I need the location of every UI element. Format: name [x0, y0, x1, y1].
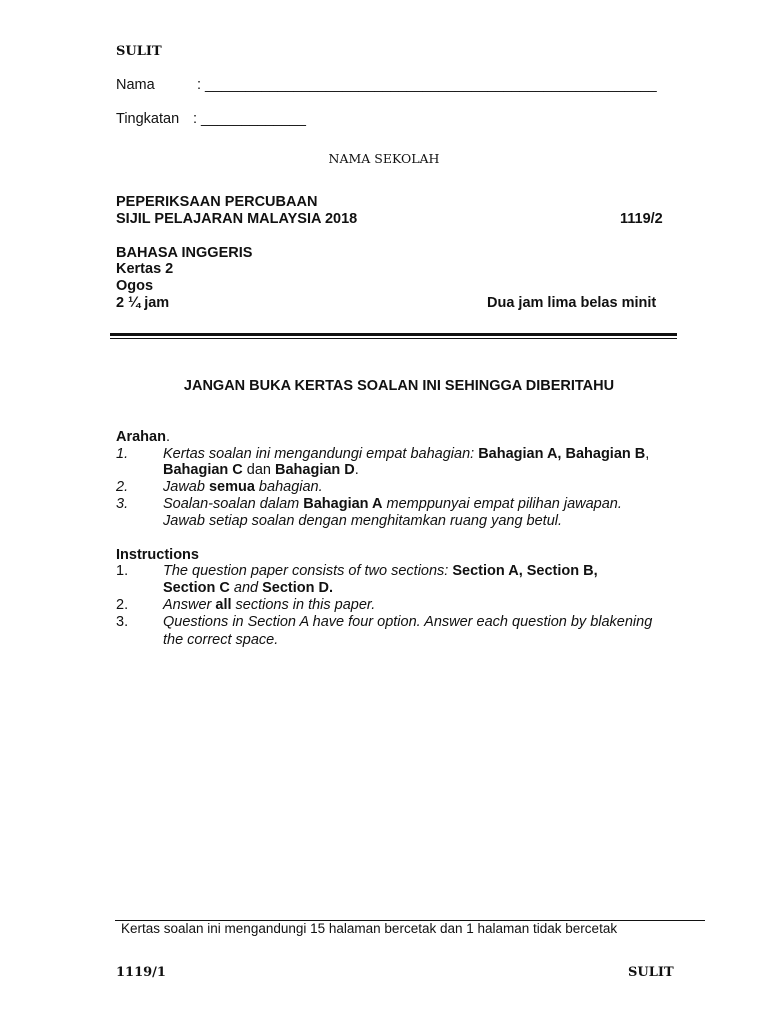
arahan-title-dot: .: [165, 429, 170, 445]
instruction-item-1-bold: Section A, Section B,: [452, 563, 598, 579]
paper-code: 1119/2: [620, 211, 663, 227]
arahan-item-2-text-2: bahagian.: [254, 479, 323, 495]
instruction-item-3-line-2: the correct space.: [163, 632, 279, 648]
arahan-item-2-bold: semua: [208, 479, 255, 495]
arahan-item-1-bold-2: Bahagian C: [163, 462, 243, 478]
instruction-item-number: 1.: [116, 563, 129, 579]
exam-month: Ogos: [116, 278, 154, 294]
school-name: NAMA SEKOLAH: [328, 151, 440, 166]
arahan-item-1-text: Kertas soalan ini mengandungi empat bahagian:: [163, 446, 479, 462]
instruction-item-1-line-1: [163, 563, 598, 579]
tingkatan-field[interactable]: : _____________: [193, 111, 306, 127]
arahan-item-1-bold-3: Bahagian D: [275, 462, 355, 478]
arahan-item-2: [163, 479, 323, 495]
arahan-item-1-comma: ,: [645, 446, 650, 462]
arahan-item-number: 3.: [116, 496, 129, 512]
arahan-heading: [116, 429, 170, 445]
arahan-item-1-period: .: [354, 462, 359, 478]
arahan-title: Arahan: [116, 429, 166, 445]
arahan-item-1-dan: dan: [242, 462, 276, 478]
arahan-item-3-line-1: [163, 496, 622, 512]
header-rule-thin: [110, 338, 677, 339]
footer-paper-code: 1119/1: [116, 965, 166, 980]
exam-duration: 2 ¼ jam: [116, 295, 170, 311]
arahan-item-number: 1.: [116, 446, 129, 462]
top-sulit-label: SULIT: [116, 44, 162, 59]
exam-title: PEPERIKSAAN PERCUBAAN: [116, 194, 318, 210]
arahan-item-1-line-1: [163, 446, 649, 462]
footer-page-note: Kertas soalan ini mengandungi 15 halaman bercetak dan 1 halaman tidak bercetak: [121, 921, 618, 936]
instruction-item-1-and: and: [229, 580, 263, 596]
instruction-item-1-text: The question paper consists of two sections:: [163, 563, 453, 579]
instruction-item-2-text-2: sections in this paper.: [231, 597, 376, 613]
nama-field[interactable]: : ________________________________________________________: [197, 77, 657, 93]
nama-label: Nama: [116, 77, 155, 93]
tingkatan-label: Tingkatan: [116, 111, 180, 127]
instruction-item-number: 3.: [116, 614, 129, 630]
instructions-heading: Instructions: [116, 547, 199, 563]
exam-duration-words: Dua jam lima belas minit: [487, 295, 657, 311]
arahan-item-1-bold: Bahagian A, Bahagian B: [478, 446, 646, 462]
arahan-item-3-line-2: Jawab setiap soalan dengan menghitamkan ruang yang betul.: [163, 513, 563, 529]
instruction-item-1-line-2: [163, 580, 333, 596]
instruction-item-1-bold-2: Section C: [163, 580, 230, 596]
footer-sulit-label: SULIT: [628, 965, 674, 980]
subject-name: BAHASA INGGERIS: [116, 245, 253, 261]
arahan-item-3-bold: Bahagian A: [303, 496, 383, 512]
header-rule-thick: [110, 333, 677, 336]
warning-heading: JANGAN BUKA KERTAS SOALAN INI SEHINGGA DIBERITAHU: [183, 378, 615, 394]
instruction-item-3-line-1: Questions in Section A have four option. Answer each question by blakening: [163, 614, 653, 630]
exam-subtitle: SIJIL PELAJARAN MALAYSIA 2018: [116, 211, 358, 227]
arahan-item-number: 2.: [116, 479, 129, 495]
instruction-item-number: 2.: [116, 597, 129, 613]
arahan-item-2-text: Jawab: [163, 479, 209, 495]
arahan-item-3-text-2: memppunyai empat pilihan jawapan.: [382, 496, 622, 512]
paper-number: Kertas 2: [116, 261, 174, 277]
instruction-item-1-bold-3: Section D.: [262, 580, 334, 596]
arahan-item-3-text: Soalan-soalan dalam: [163, 496, 304, 512]
instruction-item-2-text: Answer: [163, 597, 216, 613]
instruction-item-2: [163, 597, 375, 613]
arahan-item-1-line-2: [163, 462, 359, 478]
instruction-item-2-bold: all: [215, 597, 232, 613]
